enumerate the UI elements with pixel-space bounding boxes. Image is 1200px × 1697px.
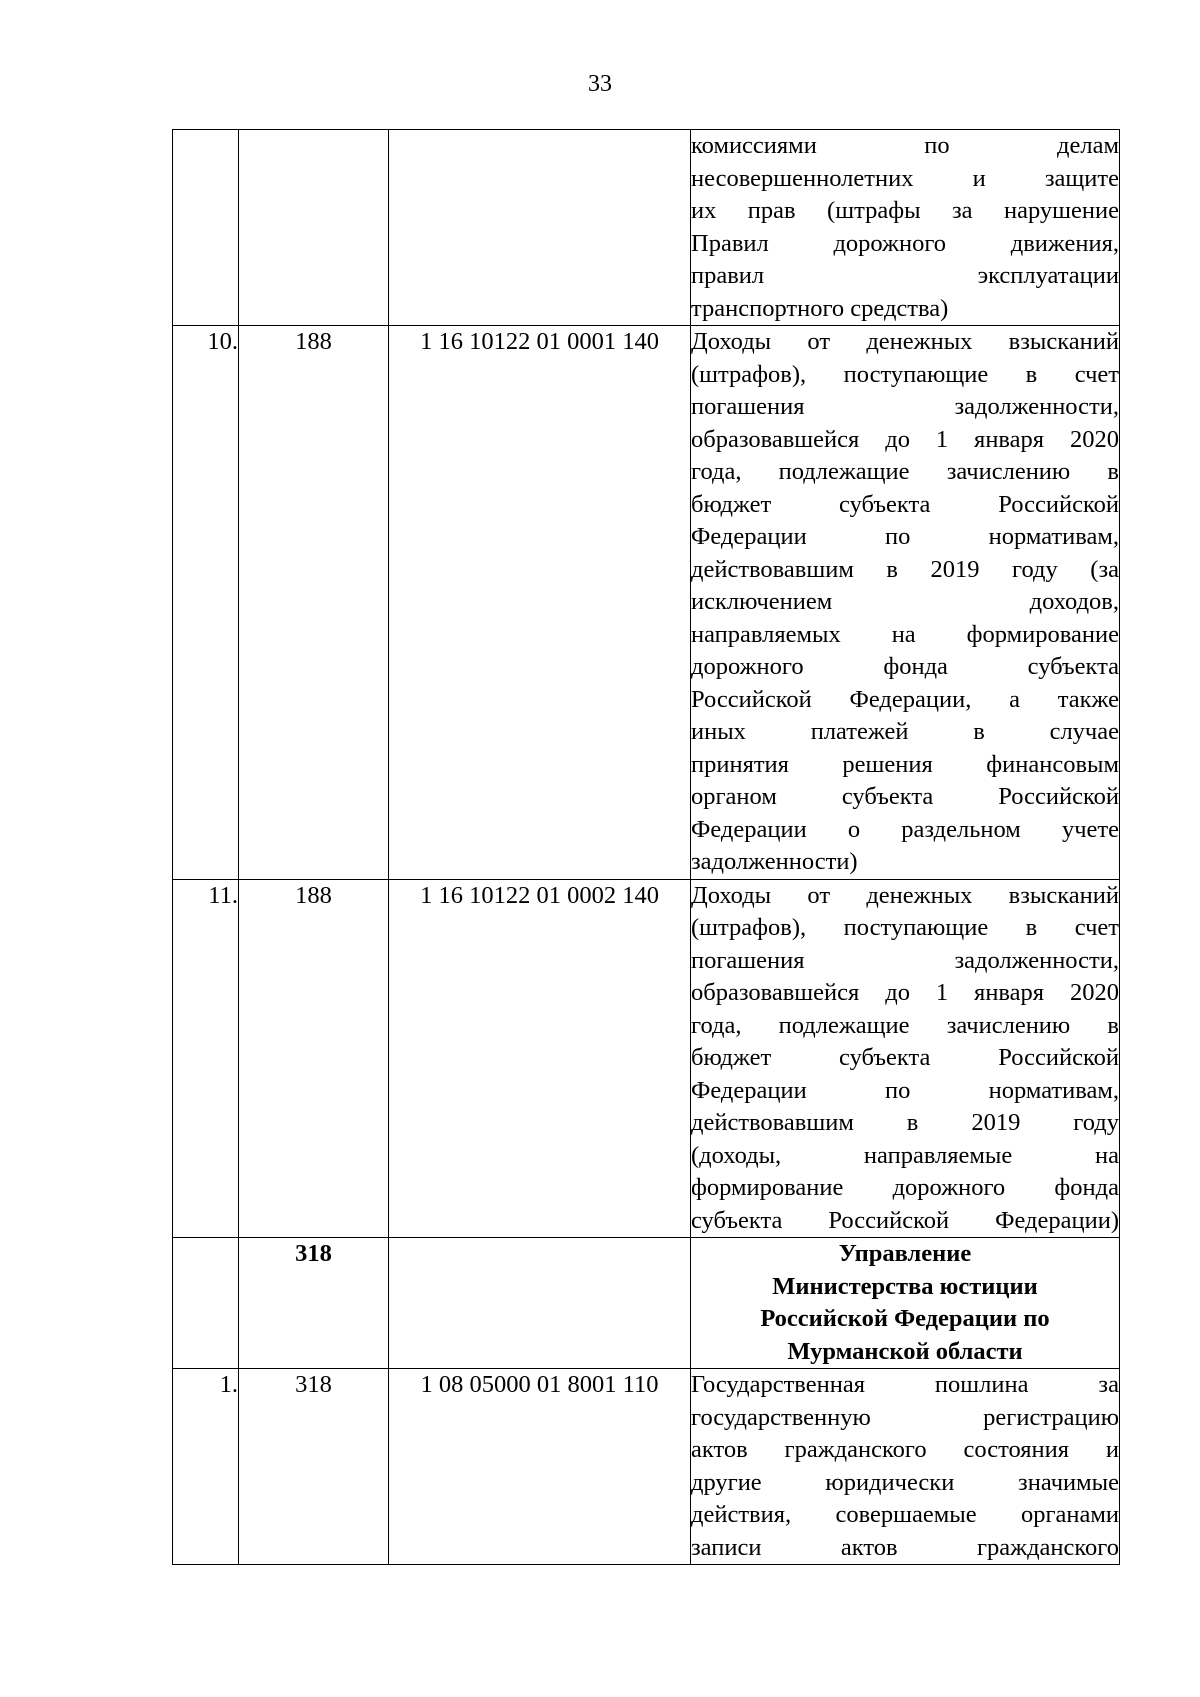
description-line: другие юридически значимые bbox=[691, 1468, 1119, 1496]
description-line: Доходы от денежных взысканий bbox=[691, 328, 1119, 355]
heading-line: Российской Федерации по bbox=[760, 1305, 1050, 1332]
description-line: бюджет субъекта Российской bbox=[691, 490, 1119, 518]
description-line: действовавшим в 2019 году (за bbox=[691, 555, 1119, 583]
row-number-cell: 1. bbox=[173, 1369, 239, 1565]
administrator-code-cell bbox=[239, 130, 389, 326]
budget-revenue-table bbox=[172, 129, 1120, 1565]
description-line: (доходы, направляемые на bbox=[691, 1141, 1119, 1169]
administrator-code-cell: 318 bbox=[239, 1369, 389, 1565]
row-number-cell bbox=[173, 130, 239, 326]
revenue-description-cell bbox=[691, 130, 1120, 326]
description-line: Федерации о раздельном учете bbox=[691, 815, 1119, 843]
revenue-description-cell bbox=[691, 1369, 1120, 1565]
description-line: задолженности) bbox=[691, 848, 858, 875]
description-line: действовавшим в 2019 году bbox=[691, 1109, 1119, 1136]
description-line: государственную регистрацию bbox=[691, 1403, 1119, 1431]
description-line: их прав (штрафы за нарушение bbox=[691, 197, 1119, 224]
description-line: органом субъекта Российской bbox=[691, 783, 1119, 810]
description-line: Российской Федерации, а также bbox=[691, 685, 1119, 713]
budget-classification-code-cell bbox=[389, 1238, 691, 1369]
description-line: записи актов гражданского bbox=[691, 1533, 1119, 1561]
description-line: иных платежей в случае bbox=[691, 718, 1119, 745]
description-line: погашения задолженности, bbox=[691, 393, 1119, 420]
table-row bbox=[173, 130, 1120, 326]
description-line: направляемых на формирование bbox=[691, 620, 1119, 648]
description-line: Государственная пошлина за bbox=[691, 1371, 1119, 1398]
heading-line: Управление bbox=[838, 1240, 972, 1267]
table-row bbox=[173, 1369, 1120, 1565]
heading-line: Мурманской области bbox=[787, 1337, 1023, 1365]
description-line: года, подлежащие зачислению в bbox=[691, 1011, 1119, 1039]
budget-classification-code-cell: 1 16 10122 01 0001 140 bbox=[389, 326, 691, 880]
description-line: погашения задолженности, bbox=[691, 946, 1119, 974]
description-line: Доходы от денежных взысканий bbox=[691, 881, 1119, 909]
page-number: 33 bbox=[588, 71, 612, 97]
description-line: (штрафов), поступающие в счет bbox=[691, 360, 1119, 388]
description-line: субъекта Российской Федерации) bbox=[691, 1206, 1119, 1234]
description-line: года, подлежащие зачислению в bbox=[691, 458, 1119, 485]
description-line: исключением доходов, bbox=[691, 588, 1119, 615]
row-number-cell: 11. bbox=[173, 879, 239, 1238]
row-number-cell: 10. bbox=[173, 326, 239, 880]
description-line: Федерации по нормативам, bbox=[691, 1076, 1119, 1104]
row-number-cell bbox=[173, 1238, 239, 1369]
description-line: правил эксплуатации bbox=[691, 262, 1119, 289]
description-line: образовавшейся до 1 января 2020 bbox=[691, 979, 1119, 1006]
description-line: образовавшейся до 1 января 2020 bbox=[691, 425, 1119, 453]
description-line: бюджет субъекта Российской bbox=[691, 1044, 1119, 1071]
budget-classification-code-cell: 1 16 10122 01 0002 140 bbox=[389, 879, 691, 1238]
description-line: несовершеннолетних и защите bbox=[691, 164, 1119, 192]
description-line: дорожного фонда субъекта bbox=[691, 653, 1119, 680]
budget-classification-code-cell bbox=[389, 130, 691, 326]
description-line: актов гражданского состояния и bbox=[691, 1436, 1119, 1463]
revenue-description-cell bbox=[691, 326, 1120, 880]
revenue-description-cell bbox=[691, 879, 1120, 1238]
description-line: принятия решения финансовым bbox=[691, 750, 1119, 778]
description-line: (штрафов), поступающие в счет bbox=[691, 914, 1119, 941]
table-row bbox=[173, 879, 1120, 1238]
description-line: транспортного средства) bbox=[691, 294, 949, 322]
description-line: формирование дорожного фонда bbox=[691, 1174, 1119, 1201]
budget-classification-code-cell: 1 08 05000 01 8001 110 bbox=[389, 1369, 691, 1565]
administrator-code-cell: 188 bbox=[239, 326, 389, 880]
description-line: Федерации по нормативам, bbox=[691, 523, 1119, 550]
description-line: комиссиями по делам bbox=[691, 132, 1119, 159]
table-row bbox=[173, 326, 1120, 880]
administrator-code-cell: 188 bbox=[239, 879, 389, 1238]
table-row bbox=[173, 1238, 1120, 1369]
administrator-heading-cell bbox=[691, 1238, 1120, 1369]
description-line: действия, совершаемые органами bbox=[691, 1501, 1119, 1528]
administrator-code-cell: 318 bbox=[239, 1238, 389, 1369]
heading-line: Министерства юстиции bbox=[772, 1272, 1038, 1300]
description-line: Правил дорожного движения, bbox=[691, 229, 1119, 257]
